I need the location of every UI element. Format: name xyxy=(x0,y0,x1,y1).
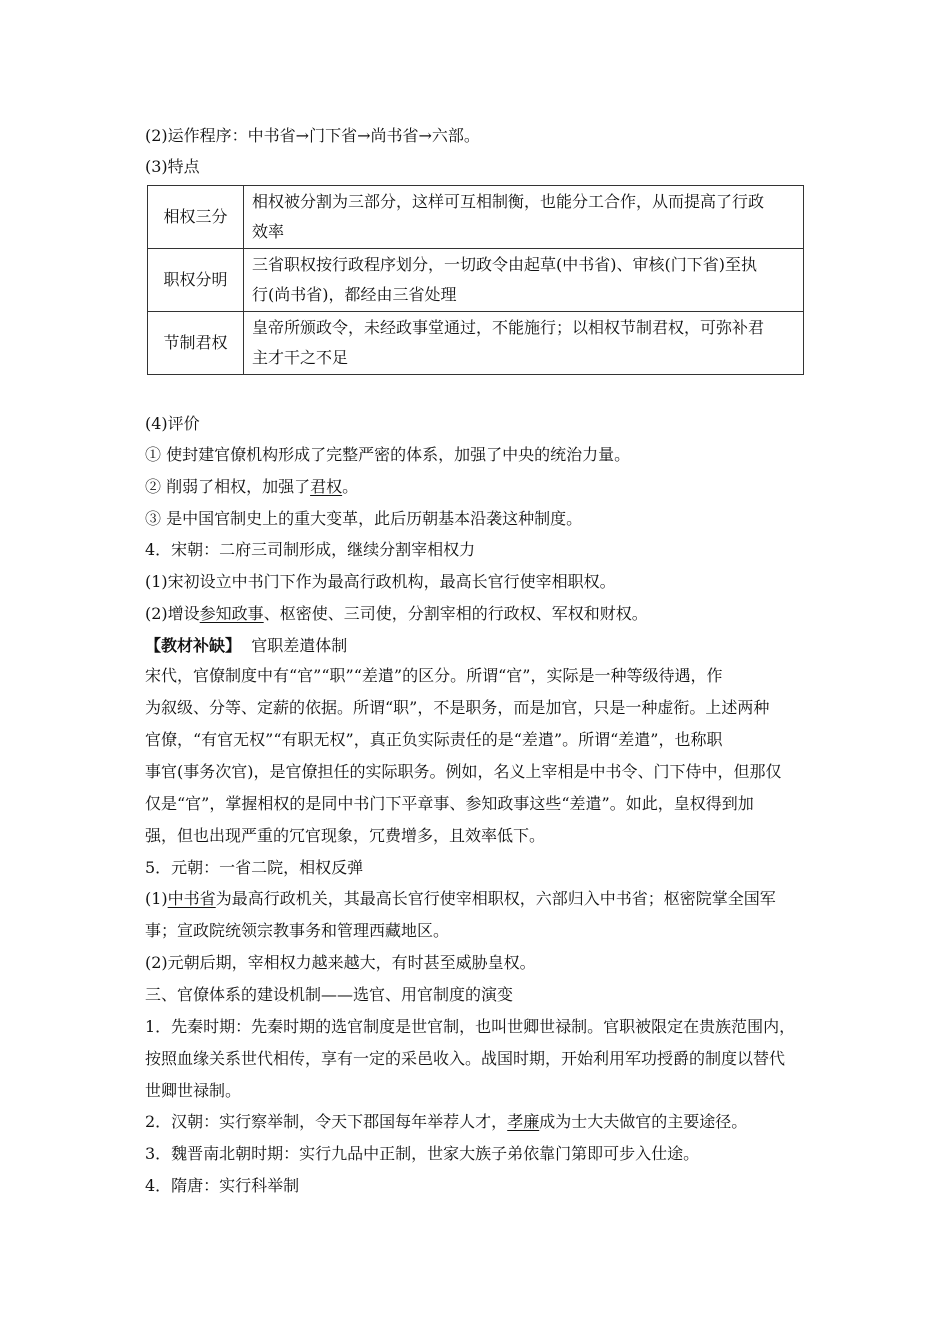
supplement-line: 事官(事务次官)，是官僚担任的实际职务。例如，名义上宰相是中书令、门下侍中，但那仅 xyxy=(145,762,782,781)
selection-line: 按照血缘关系世代相传，享有一定的采邑收入。战国时期，开始利用军功授爵的制度以替代 xyxy=(145,1049,786,1068)
yuan-heading: 5．元朝：一省二院，相权反弹 xyxy=(145,858,364,877)
features-table xyxy=(147,185,804,375)
underlined-term: 中书省 xyxy=(167,889,216,908)
supplement-line: 官僚，“有官无权”“有职无权”，真正负实际责任的是“差遣”。所谓“差遣”，也称职 xyxy=(145,730,723,749)
supplement-heading xyxy=(145,636,347,656)
underlined-term: 参知政事 xyxy=(199,604,264,623)
section-three-heading: 三、官僚体系的建设机制——选官、用官制度的演变 xyxy=(145,985,514,1004)
feature-name: 节制君权 xyxy=(148,312,244,375)
evaluation-item: ① 使封建官僚机构形成了完整严密的体系，加强了中央的统治力量。 xyxy=(145,445,631,464)
operation-procedure: (2)运作程序：中书省→门下省→尚书省→六部。 xyxy=(145,126,480,145)
supplement-line: 仅是“官”，掌握相权的是同中书门下平章事、参知政事这些“差遣”。如此，皇权得到加 xyxy=(145,794,754,813)
evaluation-heading: (4)评价 xyxy=(145,414,200,433)
song-heading: 4．宋朝：二府三司制形成，继续分割宰相权力 xyxy=(145,540,476,559)
song-point: (1)宋初设立中书门下作为最高行政机构，最高长官行使宰相职权。 xyxy=(145,572,616,591)
table-row xyxy=(148,186,804,249)
feature-desc: 皇帝所颁政令，未经政事堂通过，不能施行；以相权节制君权，可弥补君 主才干之不足 xyxy=(244,312,804,375)
yuan-point: (2)元朝后期，宰相权力越来越大，有时甚至威胁皇权。 xyxy=(145,953,536,972)
supplement-title: 官职差遣体制 xyxy=(251,636,348,655)
selection-line: 4．隋唐：实行科举制 xyxy=(145,1176,300,1195)
supplement-tag: 【教材补缺】 xyxy=(145,636,242,655)
supplement-line: 强，但也出现严重的冗官现象，冗费增多，且效率低下。 xyxy=(145,826,546,845)
evaluation-item: ② 削弱了相权，加强了君权。 xyxy=(145,477,359,496)
yuan-point-cont: 事；宣政院统领宗教事务和管理西藏地区。 xyxy=(145,921,450,940)
table-row xyxy=(148,312,804,375)
table-row xyxy=(148,249,804,312)
supplement-line: 宋代，官僚制度中有“官”“职”“差遣”的区分。所谓“官”，实际是一种等级待遇，作 xyxy=(145,666,723,685)
feature-name: 职权分明 xyxy=(148,249,244,312)
selection-line: 3．魏晋南北朝时期：实行九品中正制，世家大族子弟依靠门第即可步入仕途。 xyxy=(145,1144,700,1163)
yuan-point: (1)中书省为最高行政机关，其最高长官行使宰相职权，六部归入中书省；枢密院掌全国军 xyxy=(145,889,776,908)
selection-line: 2．汉朝：实行察举制，令天下郡国每年举荐人才，孝廉成为士大夫做官的主要途径。 xyxy=(145,1112,748,1131)
evaluation-item: ③ 是中国官制史上的重大变革，此后历朝基本沿袭这种制度。 xyxy=(145,509,583,528)
underlined-term: 孝廉 xyxy=(507,1112,540,1131)
supplement-line: 为叙级、分等、定薪的依据。所谓“职”，不是职务，而是加官，只是一种虚衔。上述两种 xyxy=(145,698,770,717)
features-heading: (3)特点 xyxy=(145,157,200,176)
song-point: (2)增设参知政事、枢密使、三司使，分割宰相的行政权、军权和财权。 xyxy=(145,604,648,623)
feature-name: 相权三分 xyxy=(148,186,244,249)
underlined-term: 君权 xyxy=(310,477,343,496)
feature-desc: 相权被分割为三部分，这样可互相制衡，也能分工合作，从而提高了行政 效率 xyxy=(244,186,804,249)
feature-desc: 三省职权按行政程序划分，一切政令由起草(中书省)、审核(门下省)至执 行(尚书省)，都经由三省处理 xyxy=(244,249,804,312)
selection-line: 世卿世禄制。 xyxy=(145,1081,242,1100)
selection-line: 1．先秦时期：先秦时期的选官制度是世官制，也叫世卿世禄制。官职被限定在贵族范围内， xyxy=(145,1017,796,1036)
